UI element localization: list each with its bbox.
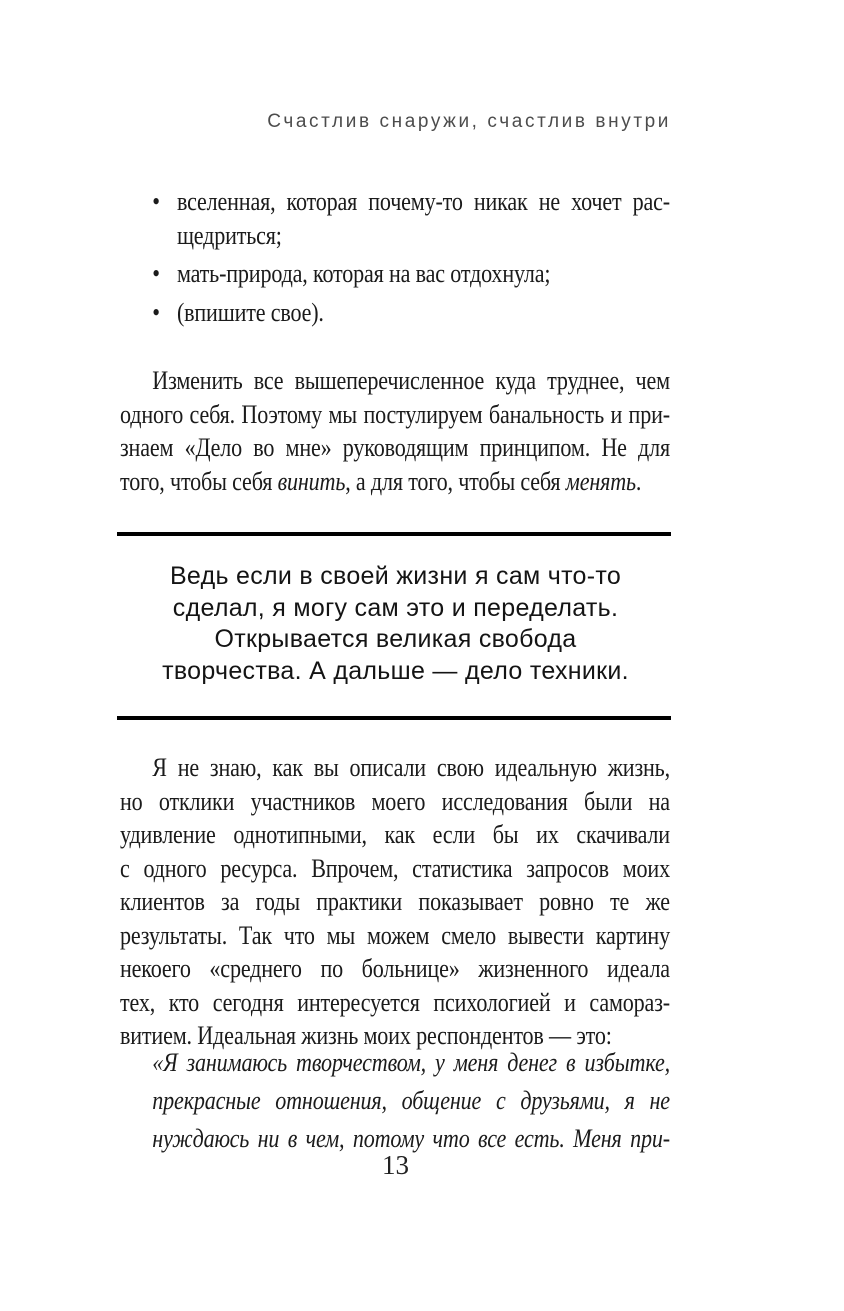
text-line: Ведь если в своей жизни я сам что-то bbox=[169, 562, 622, 590]
text-line: знаем «Дело во мне» руководящим принципом. Не для bbox=[120, 433, 670, 462]
text-line: но отклики участников моего исследования были на bbox=[120, 786, 670, 816]
bullet-marker-icon: • bbox=[152, 259, 160, 288]
text-line: удивление однотипными, как если бы их скачивали bbox=[120, 820, 670, 849]
list-item-text bbox=[177, 185, 670, 252]
text-line: тех, кто сегодня интересуется психологией и самораз- bbox=[120, 987, 670, 1017]
bullet-marker-icon: • bbox=[152, 297, 160, 327]
text-line: «Я занимаюсь творчеством, у меня денег в избытке, bbox=[152, 1048, 670, 1077]
text-line: одного себя. Поэтому мы постулируем банальность и при- bbox=[120, 399, 670, 429]
text-line: результаты. Так что мы можем смело вывести картину bbox=[120, 920, 670, 950]
body-paragraph bbox=[120, 364, 670, 498]
list-item-text bbox=[177, 296, 670, 330]
text-line: того, чтобы себя винить, а для того, чтобы себя менять. bbox=[120, 466, 642, 496]
list-item bbox=[120, 296, 670, 330]
divider-rule-top bbox=[117, 532, 671, 536]
text-line: сделал, я могу сам это и переделать. bbox=[172, 593, 619, 622]
text-line: нуждаюсь ни в чем, потому что все есть. Меня при- bbox=[152, 1124, 670, 1153]
text-line: Я не знаю, как вы описали свою идеальную жизнь, bbox=[152, 753, 670, 782]
bullet-list bbox=[120, 185, 670, 334]
text-line: творчества. А дальше — дело техники. bbox=[162, 656, 629, 685]
divider-rule-bottom bbox=[117, 716, 671, 720]
running-header: Счастлив снаружи, счастлив внутри bbox=[267, 111, 671, 132]
page-number: 13 bbox=[382, 1150, 409, 1180]
list-item-text bbox=[177, 257, 670, 291]
text-line: некоего «среднего по больнице» жизненного идеала bbox=[120, 954, 670, 983]
body-paragraph bbox=[120, 751, 670, 1053]
text-line: прекрасные отношения, общение с друзьями, я не bbox=[152, 1086, 670, 1115]
text-line: Открывается великая свобода bbox=[214, 625, 577, 653]
text-line: мать-природа, которая на вас отдохнула; bbox=[176, 259, 551, 288]
text-line: вселенная, которая почему-то никак не хочет рас- bbox=[176, 187, 670, 216]
pull-quote bbox=[120, 561, 671, 687]
text-line: щедриться; bbox=[176, 220, 282, 250]
text-line: Изменить все вышеперечисленное куда труднее, чем bbox=[152, 366, 670, 395]
bullet-marker-icon: • bbox=[152, 187, 160, 216]
list-item bbox=[120, 185, 670, 252]
list-item bbox=[120, 257, 670, 291]
italic-block-quote bbox=[120, 1044, 670, 1158]
text-line: витием. Идеальная жизнь моих респондентов — это: bbox=[120, 1021, 612, 1050]
text-line: клиентов за годы практики показывает ровно те же bbox=[120, 887, 670, 916]
text-line: с одного ресурса. Впрочем, статистика запросов моих bbox=[120, 853, 670, 883]
text-line: (впишите свое). bbox=[176, 297, 324, 327]
